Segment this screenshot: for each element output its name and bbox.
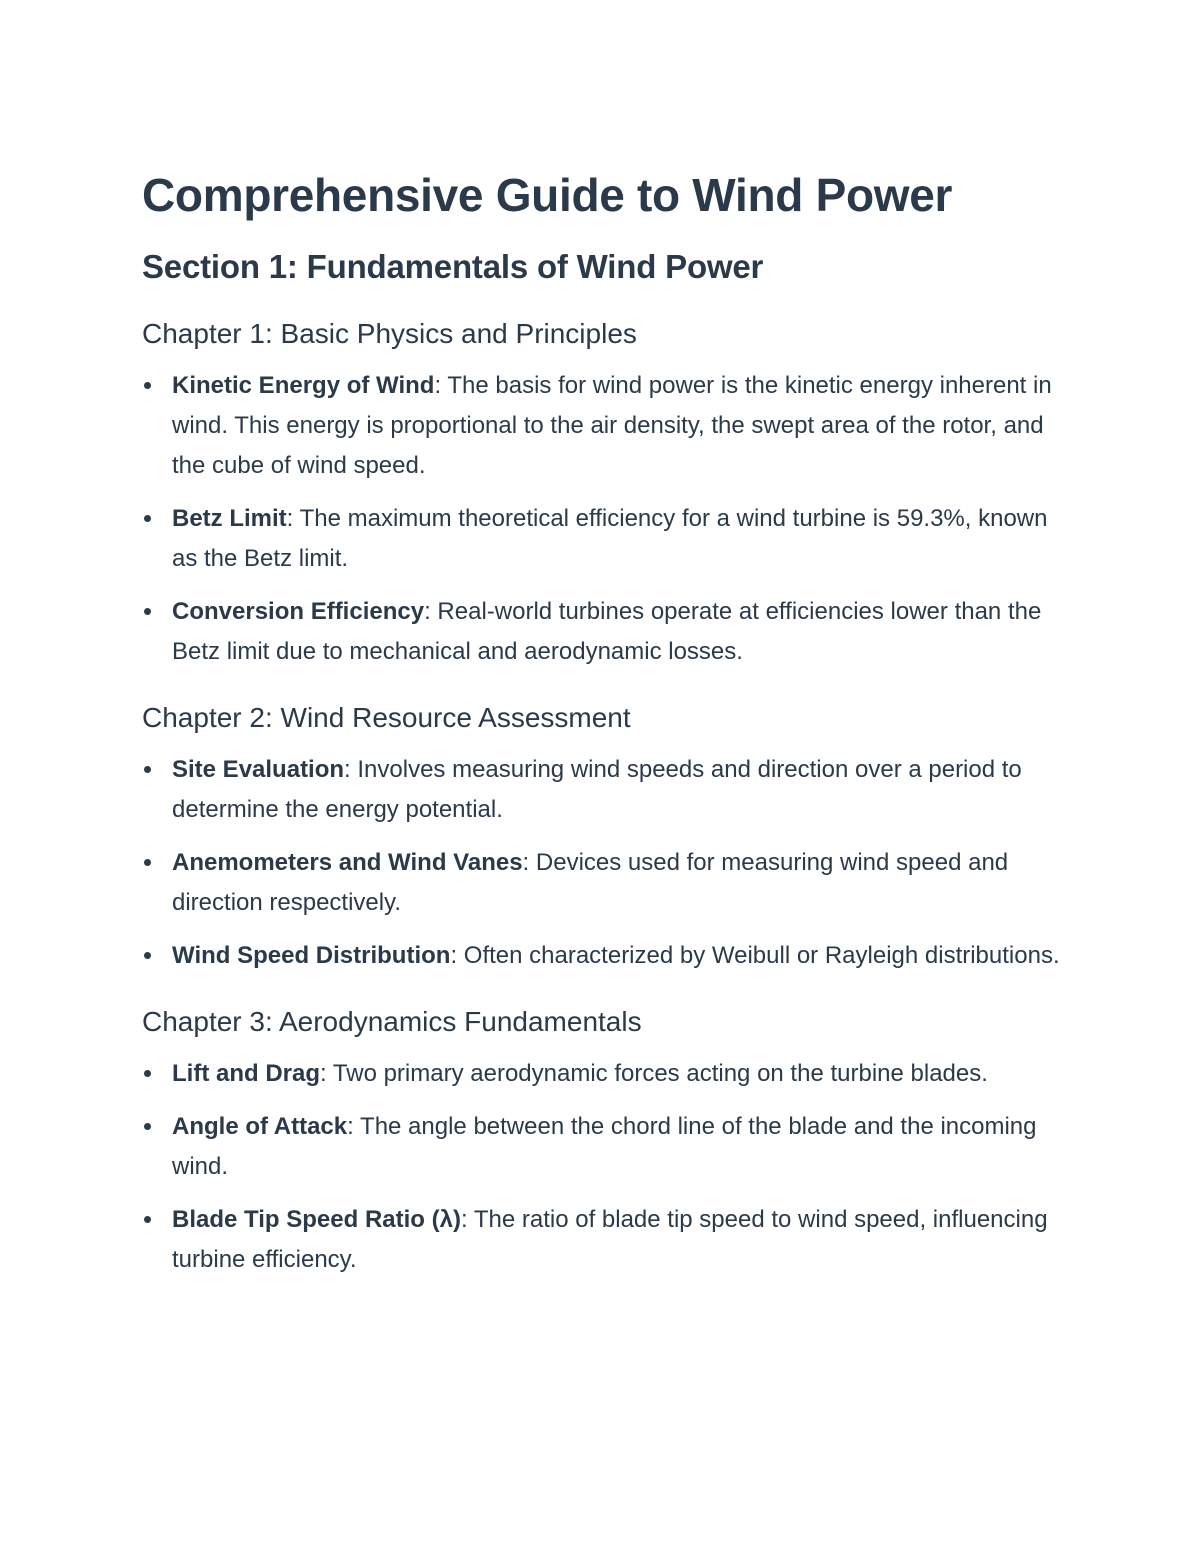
list-item-text: : The ratio of blade tip speed to wind speed, influencing turbine efficiency. (172, 1206, 1048, 1273)
list-item (142, 499, 1062, 579)
list-item-term: Wind Speed Distribution (172, 942, 451, 969)
document-title: Comprehensive Guide to Wind Power (142, 169, 953, 221)
list-item (142, 592, 1062, 672)
list-item-text: : The angle between the chord line of the blade and the incoming wind. (172, 1113, 1037, 1180)
bullet-icon (144, 952, 151, 959)
list-item-term: Site Evaluation (172, 756, 345, 783)
bullet-icon (144, 1070, 151, 1077)
chapter-1-list (142, 366, 1062, 672)
chapter-2-heading: Chapter 2: Wind Resource Assessment (142, 702, 631, 733)
list-item-term: Angle of Attack (172, 1113, 348, 1140)
section-heading: Section 1: Fundamentals of Wind Power (142, 248, 764, 285)
list-item (142, 750, 1062, 830)
bullet-icon (144, 859, 151, 866)
list-item (142, 1200, 1062, 1280)
list-item-term: Lift and Drag (172, 1060, 320, 1087)
list-item (142, 1107, 1062, 1187)
list-item-text: : The basis for wind power is the kinetic energy inherent in wind. This energy is proportional to the air density, the swept area of the rotor, and the cube of wind speed. (172, 372, 1052, 479)
bullet-icon (144, 1123, 151, 1130)
list-item (142, 1054, 1062, 1094)
list-item-text: : Devices used for measuring wind speed and direction respectively. (172, 849, 1009, 916)
list-item (142, 366, 1062, 486)
list-item-term: Kinetic Energy of Wind (172, 372, 435, 399)
bullet-icon (144, 608, 151, 615)
list-item-text: : Often characterized by Weibull or Rayleigh distributions. (450, 942, 1060, 969)
list-item-text: : Two primary aerodynamic forces acting on the turbine blades. (320, 1060, 988, 1087)
list-item-text: : The maximum theoretical efficiency for a wind turbine is 59.3%, known as the Betz limit. (172, 505, 1048, 572)
bullet-icon (144, 382, 151, 389)
document-page (142, 168, 1062, 1280)
chapter-3-heading: Chapter 3: Aerodynamics Fundamentals (142, 1006, 642, 1037)
bullet-icon (144, 766, 151, 773)
list-item-term: Conversion Efficiency (172, 598, 425, 625)
chapter-2-list (142, 750, 1062, 976)
bullet-icon (144, 515, 151, 522)
list-item-text: : Real-world turbines operate at efficiencies lower than the Betz limit due to mechanical and aerodynamic losses. (172, 598, 1042, 665)
list-item (142, 936, 1062, 976)
bullet-icon (144, 1216, 151, 1223)
chapter-3-list (142, 1054, 1062, 1280)
list-item-text: : Involves measuring wind speeds and direction over a period to determine the energy potential. (172, 756, 1022, 823)
chapter-1-heading: Chapter 1: Basic Physics and Principles (142, 318, 637, 349)
list-item-term: Betz Limit (172, 505, 287, 532)
list-item-term: Blade Tip Speed Ratio (λ) (172, 1206, 461, 1233)
list-item (142, 843, 1062, 923)
list-item-term: Anemometers and Wind Vanes (172, 849, 523, 876)
